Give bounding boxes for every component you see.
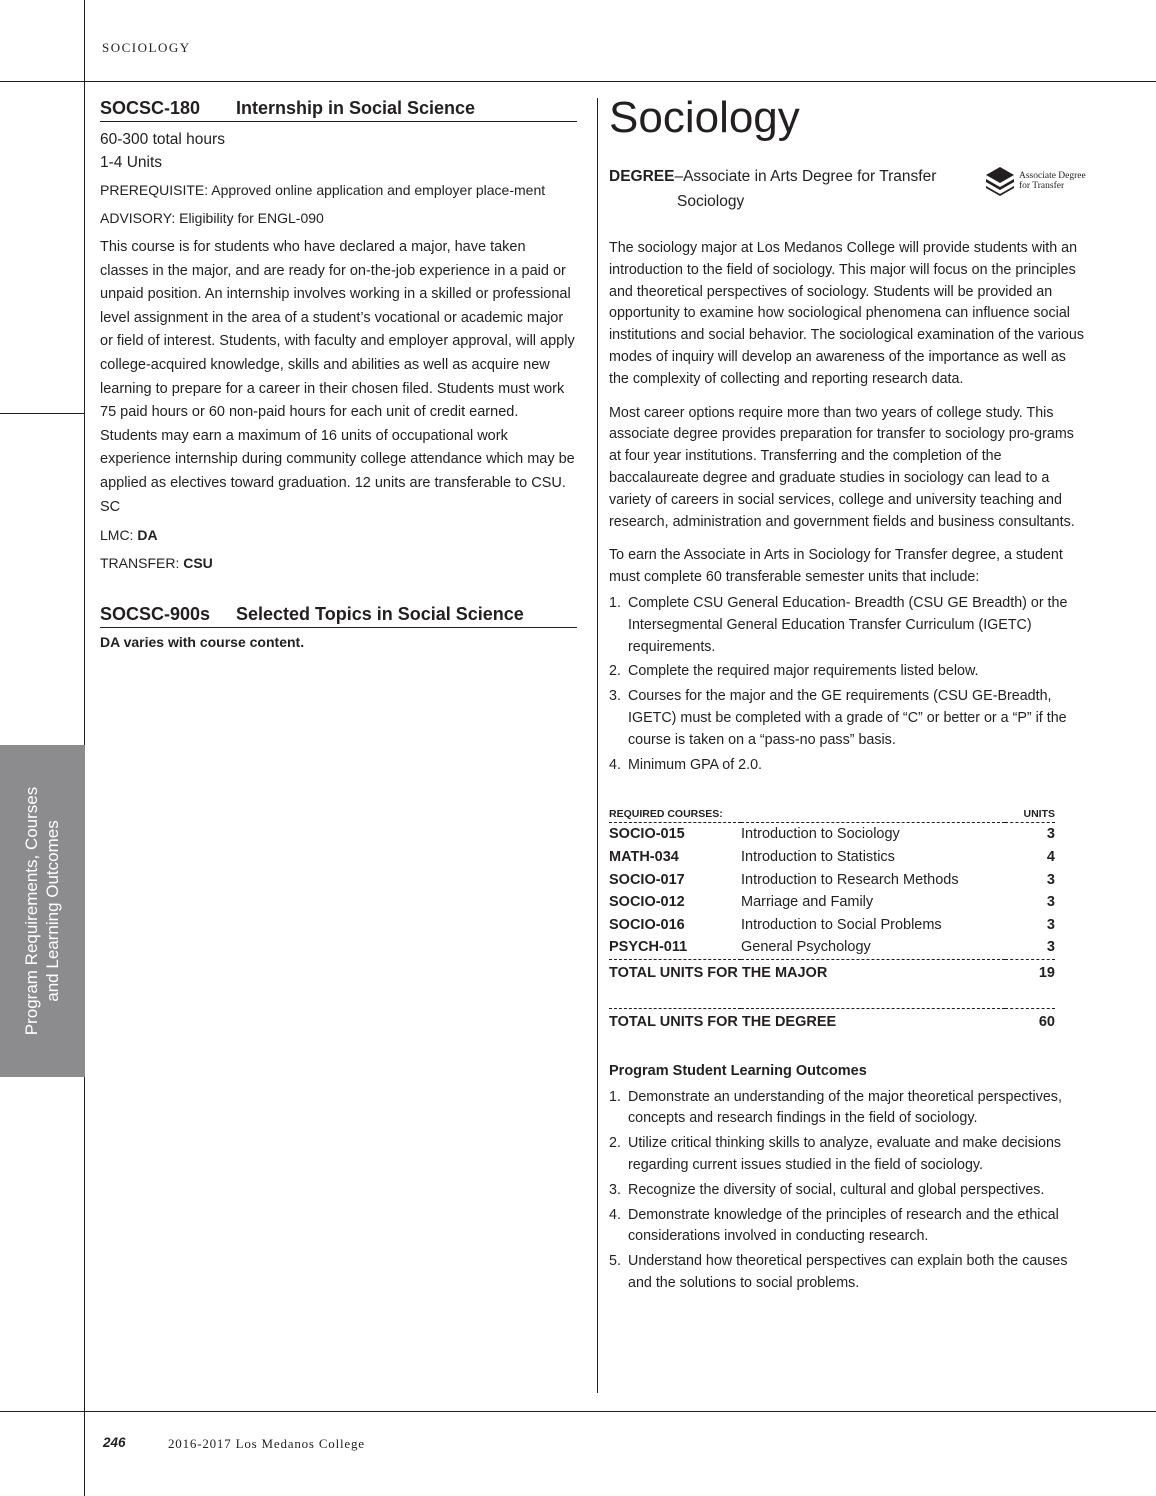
adt-diamond-icon bbox=[985, 166, 1015, 196]
course-prerequisite: PREREQUISITE: Approved online application and employer place-ment bbox=[100, 182, 546, 198]
list-item: 5. Understand how theoretical perspectives can explain both the causes and the solutions to social problems. bbox=[609, 1253, 1068, 1292]
side-tab-label: Program Requirements, Courses and Learning Outcomes bbox=[22, 786, 62, 1036]
left-column bbox=[100, 95, 577, 652]
footer-rule bbox=[0, 1411, 1156, 1412]
list-item: 1. Demonstrate an understanding of the major theoretical perspectives, concepts and research findings in the field of sociology. bbox=[609, 1088, 1062, 1127]
course-code: SOCSC-900s bbox=[100, 604, 211, 625]
requirements-list bbox=[609, 593, 1089, 776]
course-code: SOCSC-180 bbox=[100, 98, 201, 118]
course-heading-socsc-900s bbox=[100, 601, 577, 628]
header-rule bbox=[0, 81, 1156, 82]
degree-subtitle: Sociology bbox=[677, 193, 745, 210]
list-item: 2. Complete the required major requirements listed below. bbox=[609, 663, 979, 680]
required-courses-table bbox=[609, 806, 1055, 1035]
course-hours: 60-300 total hours bbox=[100, 131, 225, 148]
table-header: REQUIRED COURSES: UNITS bbox=[609, 806, 1055, 823]
degree-name: –Associate in Arts Degree for Transfer bbox=[674, 168, 937, 185]
table-row: MATH-034 Introduction to Statistics 4 bbox=[609, 848, 1055, 865]
outcomes-list bbox=[609, 1087, 1089, 1295]
margin-tick-rule bbox=[0, 413, 85, 414]
right-column bbox=[609, 90, 1089, 1295]
course-description: This course is for students who have declared a major, have taken classes in the major, and are ready for on-the-job experience in a paid or unpaid position. An internship involves working in a skilled or professional level assignment in the area of a student’s vocational or academic major or field of interest. Students, with faculty and employer approval, will apply college-acquired knowledge, skills and abilities as well as acquire new learning to prepare for a career in their chosen filed. Students must work 75 paid hours or 60 non-paid hours for each unit of credit earned. Students may earn a maximum of 16 units of occupational work experience internship during community college attendance which may be applied as electives toward graduation. 12 units are transferable to CSU. SC bbox=[100, 239, 575, 515]
course-heading-socsc-180 bbox=[100, 95, 577, 122]
outcomes-heading: Program Student Learning Outcomes bbox=[609, 1062, 867, 1079]
course-title: Selected Topics in Social Science bbox=[236, 604, 524, 625]
footer-text: 2016-2017 Los Medanos College bbox=[168, 1436, 365, 1451]
list-item: 3. Recognize the diversity of social, cultural and global perspectives. bbox=[609, 1181, 1045, 1198]
course-units: 1-4 Units bbox=[100, 154, 163, 171]
course-lmc: LMC: DA bbox=[100, 527, 158, 544]
column-divider bbox=[597, 98, 598, 1393]
total-major-row: TOTAL UNITS FOR THE MAJOR 19 bbox=[609, 959, 1055, 986]
page-title: Sociology bbox=[609, 93, 800, 142]
table-spacer bbox=[609, 986, 1055, 1009]
running-header: SOCIOLOGY bbox=[102, 40, 191, 55]
earn-paragraph: To earn the Associate in Arts in Sociology for Transfer degree, a student must complete 60 transferable semester units that include: bbox=[609, 547, 1063, 586]
course-advisory: ADVISORY: Eligibility for ENGL-090 bbox=[100, 210, 324, 226]
career-paragraph: Most career options require more than two years of college study. This associate degree provides preparation for transfer to sociology pro-grams at four year institutions. Transferring and the completion of the baccalaureate degree and graduate studies in sociology can lead to a variety of careers in social services, college and university teaching and research, administration and government fields and business consultants. bbox=[609, 404, 1075, 530]
course-transfer: TRANSFER: CSU bbox=[100, 555, 213, 572]
degree-heading bbox=[609, 164, 1089, 214]
adt-logo-text: Associate Degree for Transfer bbox=[1019, 171, 1086, 191]
table-row: SOCIO-015 Introduction to Sociology 3 bbox=[609, 826, 1055, 843]
intro-paragraph: The sociology major at Los Medanos College will provide students with an introduction to the field of sociology. This major will focus on the principles and theoretical perspectives of sociology. Students will be provided an opportunity to examine how sociological phenomena can influence social institutions and social behavior. The sociological examination of the various modes of inquiry will develop an awareness of the importance as well as the complexity of collecting and reporting research data. bbox=[609, 240, 1084, 387]
course-note: DA varies with course content. bbox=[100, 634, 305, 651]
list-item: 1. Complete CSU General Education- Breadth (CSU GE Breadth) or the Intersegmental General Education Transfer Curriculum (IGETC) requirements. bbox=[609, 594, 1068, 655]
table-row: PSYCH-011 General Psychology 3 bbox=[609, 939, 1055, 956]
list-item: 3. Courses for the major and the GE requirements (CSU GE-Breadth, IGETC) must be completed with a grade of “C” or better or a “P” if the course is taken on a “pass-no pass” basis. bbox=[609, 688, 1067, 748]
degree-label: DEGREE bbox=[609, 168, 675, 185]
page-number: 246 bbox=[103, 1435, 126, 1450]
adt-logo bbox=[985, 166, 1086, 196]
table-row: SOCIO-017 Introduction to Research Methods 3 bbox=[609, 871, 1055, 888]
table-row: SOCIO-016 Introduction to Social Problems 3 bbox=[609, 916, 1055, 933]
list-item: 4. Demonstrate knowledge of the principles of research and the ethical considerations involved in conducting research. bbox=[609, 1206, 1059, 1245]
list-item: 4. Minimum GPA of 2.0. bbox=[609, 756, 763, 773]
course-title: Internship in Social Science bbox=[236, 98, 476, 118]
table-row: SOCIO-012 Marriage and Family 3 bbox=[609, 894, 1055, 911]
total-degree-row: TOTAL UNITS FOR THE DEGREE 60 bbox=[609, 1008, 1055, 1035]
list-item: 2. Utilize critical thinking skills to analyze, evaluate and make decisions regarding current issues studied in the field of sociology. bbox=[609, 1135, 1062, 1174]
